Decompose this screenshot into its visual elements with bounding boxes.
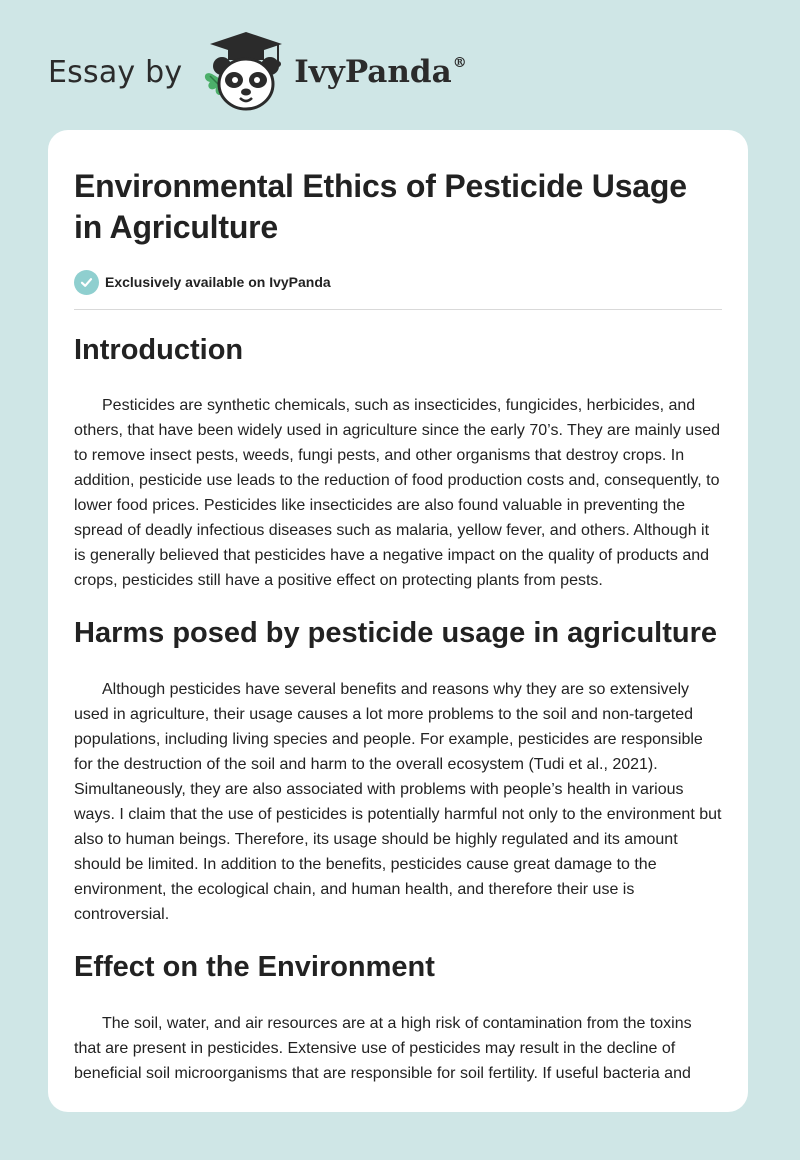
panda-logo-icon[interactable] — [198, 30, 290, 114]
site-header — [48, 30, 467, 114]
essay-by-label: Essay by — [48, 54, 183, 90]
section-heading-environment: Effect on the Environment — [74, 951, 435, 983]
page-title: Environmental Ethics of Pesticide Usage in Agriculture — [74, 168, 687, 245]
section-paragraph-environment: The soil, water, and air resources are at a high risk of contamination from the toxins that are present in pesticides. Extensive use of pesticides may result in the decline of beneficial soil microorganisms that are responsible for soil fertility. If useful bacteria and — [74, 1015, 692, 1082]
exclusive-badge — [74, 269, 722, 295]
essay-card — [48, 130, 748, 1112]
exclusive-badge-label: Exclusively available on IvyPanda — [105, 274, 331, 290]
brand-name[interactable]: IvyPanda® — [294, 54, 467, 90]
section-heading-introduction: Introduction — [74, 334, 244, 366]
check-icon — [74, 270, 99, 295]
registered-mark: ® — [452, 54, 467, 71]
section-paragraph-introduction: Pesticides are synthetic chemicals, such as insecticides, fungicides, herbicides, and others, that have been widely used in agriculture since the early 70’s. They are mainly used to remove insect pests, weeds, fungi pests, and other organisms that destroy crops. In addition, pesticide use leads to the reduction of food production costs and, consequently, to lower food prices. Pesticides like insecticides are also found valuable in preventing the spread of deadly infectious diseases such as malaria, yellow fever, and others. Although it is generally believed that pesticides have a negative impact on the quality of products and crops, pesticides still have a positive effect on protecting plants from pests. — [74, 397, 720, 589]
section-heading-harms: Harms posed by pesticide usage in agriculture — [74, 617, 718, 649]
title-divider — [74, 309, 722, 310]
section-paragraph-harms: Although pesticides have several benefits and reasons why they are so extensively used in agriculture, their usage causes a lot more problems to the soil and non-targeted populations, including living species and people. For example, pesticides are responsible for the destruction of the soil and harm to the overall ecosystem (Tudi et al., 2021). Simultaneously, they are also associated with problems with people’s health in various ways. I claim that the use of pesticides is potentially harmful not only to the environment but also to human beings. Therefore, its usage should be highly regulated and its amount should be limited. In addition to the benefits, pesticides cause great damage to the environment, the ecological chain, and human health, and therefore their use is controversial. — [74, 681, 722, 923]
